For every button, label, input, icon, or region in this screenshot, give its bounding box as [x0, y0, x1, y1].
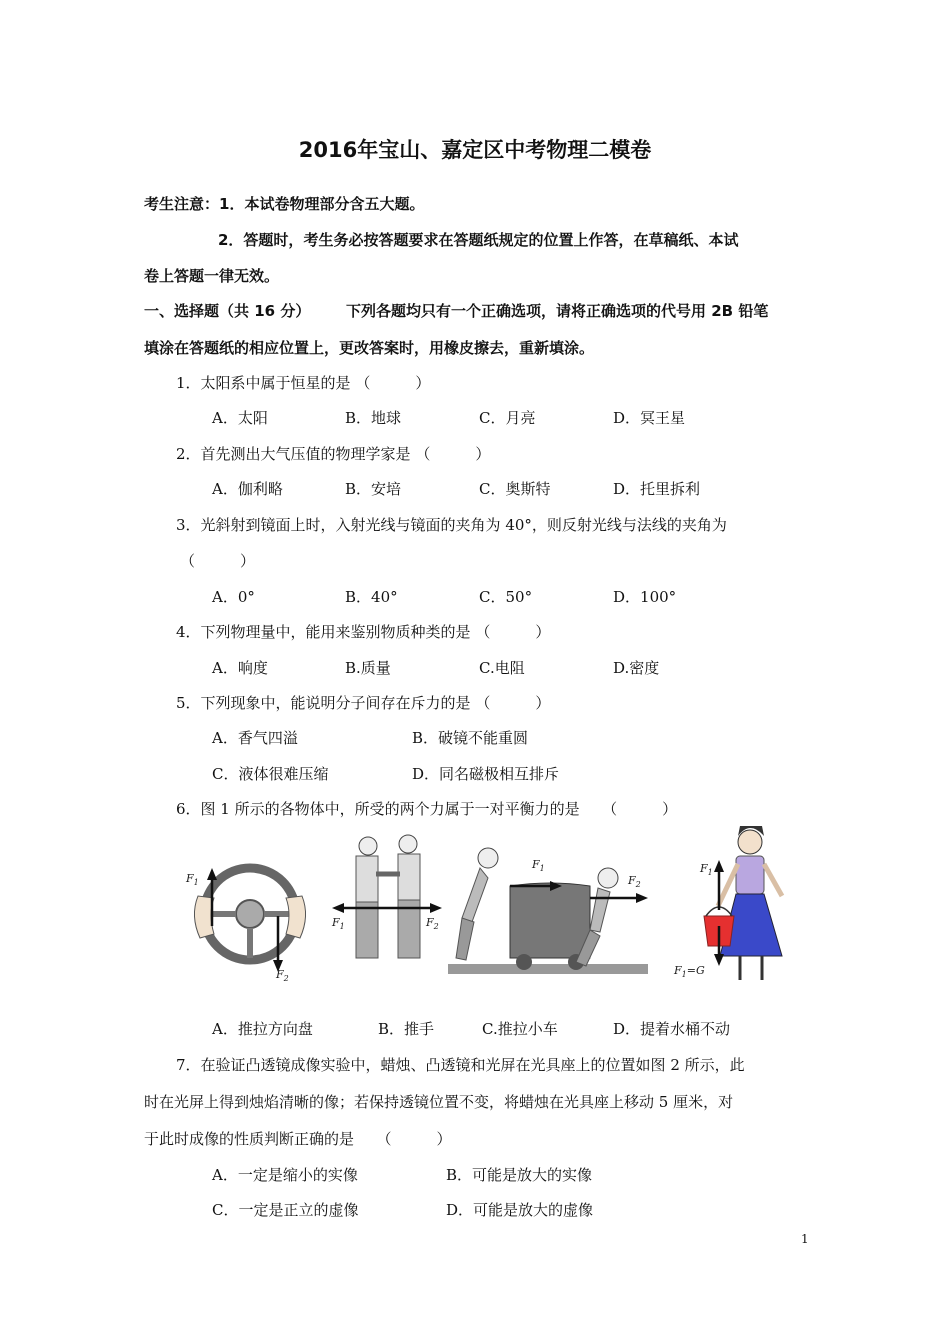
svg-text:F2: $F_2$ — [426, 916, 439, 931]
question-stem-cont: （ ） — [180, 552, 256, 570]
option: B．可能是放大的实像 — [446, 1166, 593, 1184]
svg-text:F1: $F_1$ — [700, 862, 713, 877]
option: D．提着水桶不动 — [613, 1020, 731, 1038]
svg-text:F1=G: $F_1=G$ — [674, 964, 705, 979]
svg-text:F1: $F_1$ — [186, 872, 199, 887]
svg-text:F1: $F_1$ — [532, 858, 545, 873]
svg-text:F2: $F_2$ — [276, 968, 289, 983]
question-stem: 2．首先测出大气压值的物理学家是 （ ） — [176, 445, 491, 463]
question-stem-cont: 于此时成像的性质判断正确的是 （ ） — [144, 1130, 452, 1148]
question-stem: 6．图 1 所示的各物体中，所受的两个力属于一对平衡力的是 （ ） — [176, 800, 678, 818]
question-stem: 7．在验证凸透镜成像实验中，蜡烛、凸透镜和光屏在光具座上的位置如图 2 所示，此 — [176, 1056, 745, 1074]
notice-line-2: 2．答题时，考生务必按答题要求在答题纸规定的位置上作答，在草稿纸、本试 — [218, 231, 739, 249]
option: D．可能是放大的虚像 — [446, 1201, 594, 1219]
option: B．40° — [345, 588, 398, 606]
option: A．一定是缩小的实像 — [212, 1166, 358, 1184]
option: B．破镜不能重圆 — [412, 729, 529, 747]
option: B．地球 — [345, 409, 402, 427]
svg-text:F2: $F_2$ — [628, 874, 641, 889]
page-title: 2016年宝山、嘉定区中考物理二模卷 — [298, 138, 652, 162]
question-stem: 3．光斜射到镜面上时，入射光线与镜面的夹角为 40°，则反射光线与法线的夹角为 — [176, 516, 727, 534]
hold-bucket-figure — [670, 826, 795, 986]
option: C．月亮 — [479, 409, 536, 427]
question-stem-cont: 时在光屏上得到烛焰清晰的像；若保持透镜位置不变，将蜡烛在光具座上移动 5 厘米，对 — [144, 1093, 734, 1111]
option: C．液体很难压缩 — [212, 765, 329, 783]
option: D．100° — [613, 588, 677, 606]
notice-line-3: 卷上答题一律无效。 — [144, 267, 280, 285]
option: A．太阳 — [212, 409, 268, 427]
svg-text:F1: $F_1$ — [332, 916, 345, 931]
option: D．同名磁极相互排斥 — [412, 765, 560, 783]
push-pull-cart-figure — [448, 826, 658, 986]
option: C．奥斯特 — [479, 480, 551, 498]
option: B.质量 — [345, 659, 391, 677]
push-hands-figure — [330, 826, 445, 986]
section-heading: 一、选择题（共 16 分） — [144, 302, 311, 320]
option: D.密度 — [613, 659, 660, 677]
option: D．冥王星 — [613, 409, 686, 427]
figure-1 — [180, 826, 800, 986]
option: C．50° — [479, 588, 533, 606]
option: D．托里拆利 — [613, 480, 701, 498]
option: A．响度 — [212, 659, 268, 677]
question-stem: 1．太阳系中属于恒星的是 （ ） — [176, 374, 431, 392]
option: A．香气四溢 — [212, 729, 298, 747]
option: B．安培 — [345, 480, 402, 498]
option: A．推拉方向盘 — [212, 1020, 313, 1038]
option: B．推手 — [378, 1020, 435, 1038]
option: C.电阻 — [479, 659, 525, 677]
page-number: 1 — [801, 1232, 809, 1246]
section-instruction-cont: 填涂在答题纸的相应位置上，更改答案时，用橡皮擦去，重新填涂。 — [144, 339, 595, 357]
option: C.推拉小车 — [482, 1020, 558, 1038]
steering-wheel-figure — [180, 826, 320, 986]
option: A．0° — [212, 588, 255, 606]
question-stem: 4．下列物理量中，能用来鉴别物质种类的是 （ ） — [176, 623, 551, 641]
section-instruction: 下列各题均只有一个正确选项，请将正确选项的代号用 2B 铅笔 — [346, 302, 769, 320]
option: A．伽利略 — [212, 480, 283, 498]
question-stem: 5．下列现象中，能说明分子间存在斥力的是 （ ） — [176, 694, 551, 712]
option: C．一定是正立的虚像 — [212, 1201, 359, 1219]
notice-line-1: 考生注意：1．本试卷物理部分含五大题。 — [144, 195, 425, 213]
